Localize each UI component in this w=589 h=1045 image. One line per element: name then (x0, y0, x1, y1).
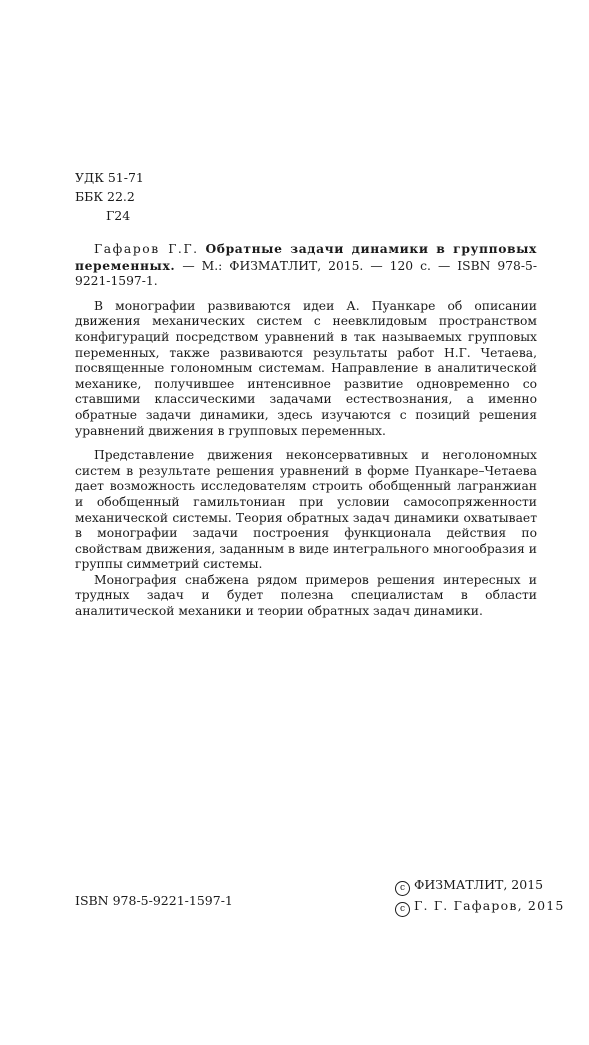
abstract-paragraph: В монографии развиваются идеи А. Пуанкаре об описании движения механических систем с неевклидовым пространством конфигураций посредством уравнений в так называемых групповых переменных, также развиваются результаты работ Н.Г. Четаева, посвященные голономным системам. Направление в аналитической механике, получившее интенсивное развитие одновременно со ставшими классическими задачами естествознания, а именно обратные задачи динамики, здесь изучаются с позиций решения уравнений движения в групповых переменных. (75, 298, 537, 438)
record-imprint: — М.: ФИЗМАТЛИТ, 2015. — 120 с. — ISBN 978-5-9221-1597-1. (75, 258, 537, 289)
record-author: Гафаров Г.Г. (94, 242, 199, 256)
copyright-publisher-line (395, 875, 565, 896)
abstract-paragraph: Представление движения неконсервативных и неголономных систем в результате решения уравнений в форме Пуанкаре–Четаева дает возможность исследователям строить обобщенный лагранжиан и обобщенный гамильтониан при условии самосопряженности механической системы. Теория обратных задач динамики охватывает в монографии задачи построения функционала действия по свойствам движения, заданным в виде интегрального многообразия и группы симметрий системы. (75, 448, 537, 572)
bbk-code: ББК 22.2 (75, 189, 135, 204)
annotation-block (75, 241, 537, 620)
udk-code: УДК 51-71 (75, 170, 144, 185)
copyright-icon: c (395, 902, 410, 917)
record-title: Обратные задачи динамики в групповых переменных. (75, 241, 537, 273)
author-mark: Г24 (106, 208, 131, 223)
copyright-author-line (395, 896, 565, 917)
isbn-footer: ISBN 978-5-9221-1597-1 (75, 893, 233, 908)
copyright-publisher: ФИЗМАТЛИТ, 2015 (414, 877, 544, 892)
bibliographic-record (75, 241, 537, 290)
copyright-author: Г. Г. Гафаров, 2015 (414, 898, 565, 913)
copyright-notices (395, 875, 565, 917)
abstract-paragraph: Монография снабжена рядом примеров решения интересных и трудных задач и будет полезна специалистам в области аналитической механики и теории обратных задач динамики. (75, 572, 537, 619)
copyright-icon: c (395, 881, 410, 896)
classification-codes (75, 168, 144, 225)
